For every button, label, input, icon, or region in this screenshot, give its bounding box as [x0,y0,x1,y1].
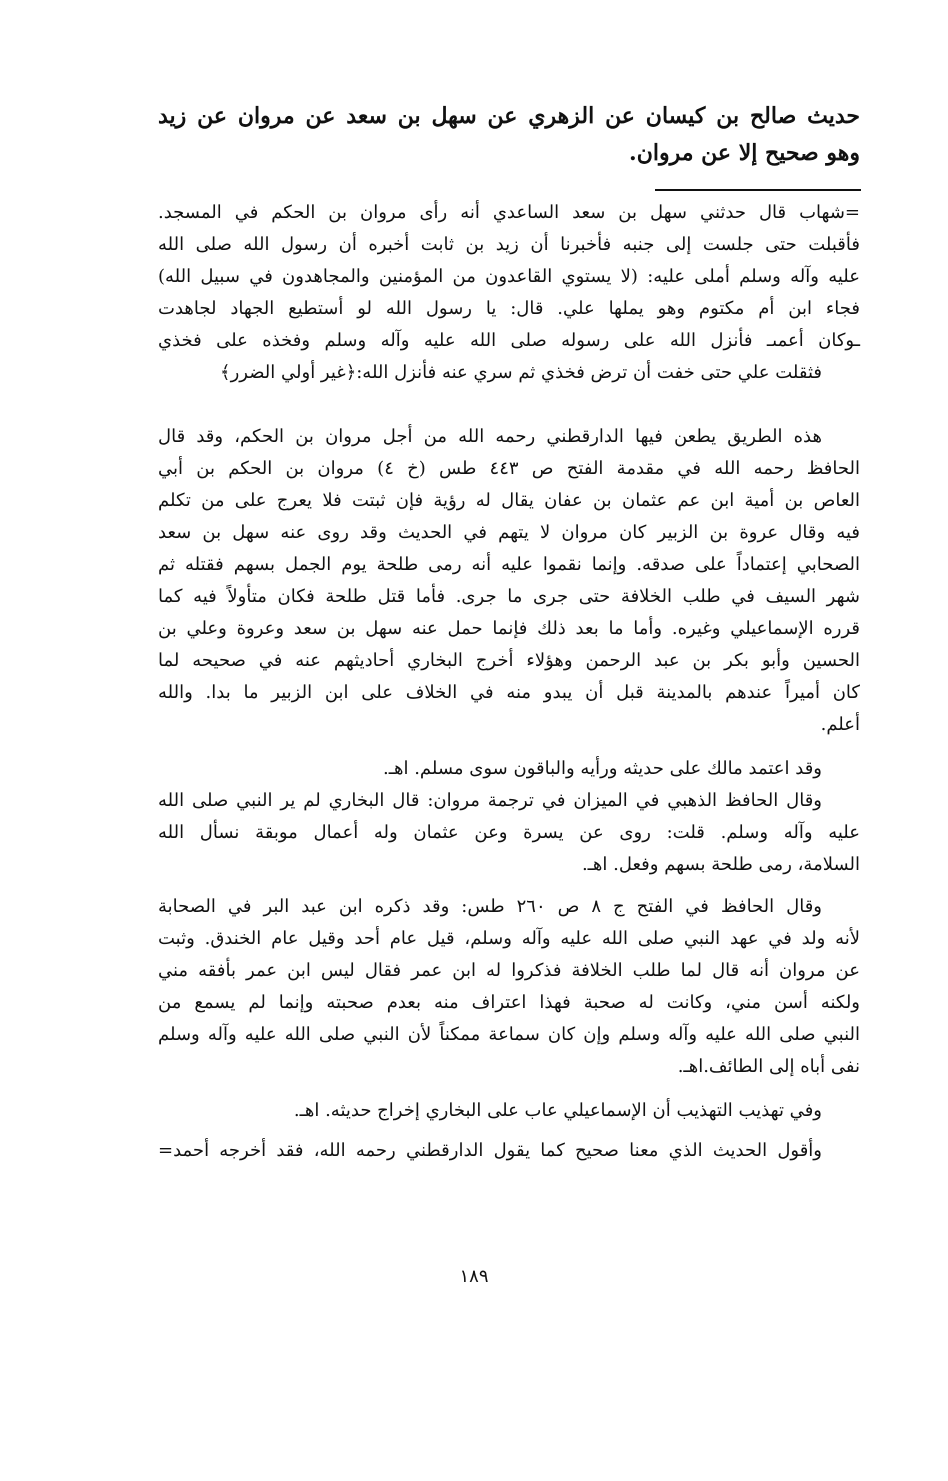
footnote-line: نفى أباه إلى الطائف.اهـ. [677,1056,860,1077]
footnote-line: هذه الطريق يطعن فيها الدارقطني رحمه الله من أجل مروان بن الحكم، وقد قال [158,426,822,447]
footnote-line: الحافظ رحمه الله في مقدمة الفتح ص ٤٤٣ طس (خ ٤) مروان بن الحكم بن أبي [158,458,860,479]
footnote-line: أعلم. [820,714,860,735]
footnote-separator [655,189,861,191]
footnote-line: وقد اعتمد مالك على حديثه ورأيه والباقون سوى مسلم. اهـ. [383,758,822,779]
footnote-line: الصحابي إعتماداً على صدقه. وإنما نقموا عليه أنه رمى طلحة يوم الجمل بسهم فقتله ثم [158,554,861,575]
footnote-line: شهر السيف في طلب الخلافة حتى جرى ما جرى. فأما قتل طلحة فكان متأولاً فيه كما [158,586,860,607]
footnote-line: فأقبلت حتى جلست إلى جنبه فأخبرنا أن زيد بن ثابت أخبره أن رسول الله صلى الله [158,234,860,255]
footnote-line: عليه وآله وسلم أملى عليه: (لا يستوي القاعدون من المؤمنين والمجاهدون في سبيل الله) [158,266,860,287]
footnote-line: وقال الحافظ في الفتح ج ٨ ص ٢٦٠ طس: وقد ذكره ابن عبد البر في الصحابة [158,896,823,917]
footnote-line: السلامة، رمى طلحة بسهم وفعل. اهـ. [581,854,860,875]
page-number: ١٨٩ [459,1266,489,1287]
footnote-line: عن مروان أنه قال لما طلب الخلافة فذكروا له ابن عمر فقال ليس ابن عمر بأفقه مني [158,960,860,981]
footnote-line: فثقلت علي حتى خفت أن ترض فخذي ثم سري عنه فأنزل الله:﴿غير أولي الضرر﴾ [220,362,822,383]
footnote-line: وفي تهذيب التهذيب أن الإسماعيلي عاب على البخاري إخراج حديثه. اهـ. [293,1100,822,1121]
footnote-line: فيه وقال عروة بن الزبير كان مروان لا يتهم في الحديث وقد روى عنه سهل بن سعد [158,522,860,543]
footnote-line: وقال الحافظ الذهبي في الميزان في ترجمة مروان: قال البخاري لم ير النبي صلى الله [158,790,822,811]
footnote-line: النبي صلى الله عليه وآله وسلم وإن كان سماعة ممكناً لأن النبي صلى الله عليه وآله وسلم [158,1024,860,1045]
footnote-line: العاص بن أمية ابن عم عثمان بن عفان يقال له رؤية فإن ثبتت فلا يعرج على من تكلم [158,490,860,511]
footnote-line: الحسين وأبو بكر بن عبد الرحمن وهؤلاء أخرج البخاري أحاديثهم عنه في صحيحه لما [158,650,860,671]
footnote-line: فجاء ابن أم مكتوم وهو يملها علي. قال: يا رسول الله لو أستطيع الجهاد لجاهدت [158,298,860,319]
footnote-line: عليه وآله وسلم. قلت: روى عن يسرة وعن عثمان وله أعمال موبقة نسأل الله [158,822,860,843]
footnote-line: قرره الإسماعيلي وغيره. وأما ما بعد ذلك فإنما حمل عنه سهل بن سعد وعروة وعلي بن [158,618,860,639]
main-text-line: وهو صحيح إلا عن مروان. [629,140,860,166]
footnote-line: ولكنه أسن مني، وكانت له صحبة فهذا اعتراف منه بعدم صحبته وإنما لم يسمع من [158,992,860,1013]
footnote-line: =شهاب قال حدثني سهل بن سعد الساعدي أنه رأى مروان بن الحكم في المسجد. [158,202,860,223]
footnote-line: لأنه ولد في عهد النبي صلى الله عليه وآله وسلم، قيل عام أحد وقيل عام الخندق. وثبت [158,928,860,949]
footnote-line: كان أميراً عندهم بالمدينة قبل أن يبدو منه في الخلاف على ابن الزبير ما بدا. والله [158,682,860,703]
footnote-line: ـوكان أعمىـ فأنزل الله على رسوله صلى الله عليه وآله وسلم وفخذه على فخذي [158,330,860,351]
main-text-line: حديث صالح بن كيسان عن الزهري عن سهل بن سعد عن مروان عن زيد [158,103,860,129]
footnote-line: وأقول الحديث الذي معنا صحيح كما يقول الدارقطني رحمه الله، فقد أخرجه أحمد= [158,1140,822,1161]
